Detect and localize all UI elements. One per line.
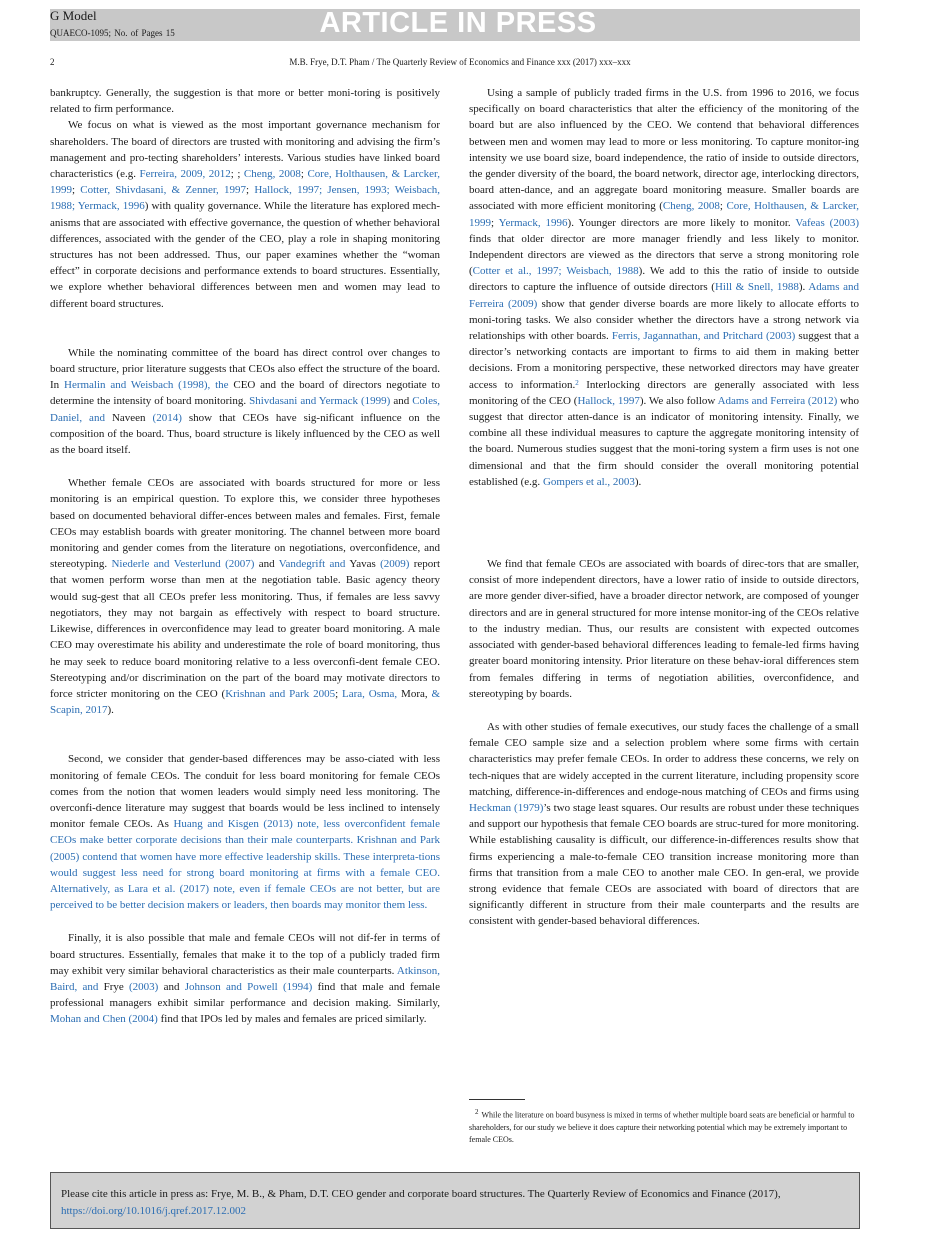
citation-link[interactable]: Johnson and Powell (1994) — [184, 980, 313, 993]
citation-link[interactable]: Krishnan and Park 2005 — [225, 687, 336, 700]
text: Interlocking directors are generally associated with less monitoring of the CEO ( — [469, 378, 859, 407]
left-column — [50, 85, 440, 1028]
text: show that CEOs have sig-nificant influence on the composition of the board. Thus, board structure is likely influenced by the CEO as well as the board itself. — [50, 411, 441, 457]
footnote-marker[interactable]: 2 — [575, 378, 579, 387]
citation-link[interactable]: Core, Holthausen, & Larcker, 1999 — [50, 168, 441, 197]
citation-link[interactable]: Hermalin and Weisbach (1998), the — [64, 379, 229, 392]
citation-link[interactable]: Ferris, Jagannathan, and Pritchard (2003) — [611, 330, 796, 343]
paragraph — [50, 751, 440, 913]
citation-link[interactable]: Shivdasani and Yermack (1999) — [249, 395, 391, 408]
citation-link[interactable]: Gompers et al., 2003 — [542, 475, 635, 488]
citation-link[interactable]: & Scapin, 2017 — [50, 687, 441, 717]
citation-link[interactable]: Hill & Snell, 1988 — [714, 281, 799, 294]
citation-link[interactable]: Coles, Daniel, and — [50, 395, 440, 424]
text: Using a sample of publicly traded firms in the U.S. from 1996 to 2016, we focus specifically on board characteristics that alter the efficiency of the monitoring of the board but are also influenced by the CEO. We contend that behavioral differences between men and women may lead to more or less monitoring. To capture monitor-ing intensity we use board size, board independence, the ratio of inside to outside directors, the gender diversity of the board, the board network, director age, interlocking directors, board atten-dance, and an aggregate board monitoring measure. Smaller boards are associated with more efficient monitoring ( — [469, 87, 859, 213]
footnote — [469, 1106, 861, 1147]
text: report that women perform worse than men at the negotiation table. Basic agency theory would sug-gest that all CEOs prefer less monitoring. Thus, if females are less savvy negotiators, they may not bargain as effectively with respect to board structure. Likewise, differences in overconfidence may lead to greater board monitoring. A male CEO may overestimate his ability and underestimate the role of board monitoring, thus he may seek to reduce board monitoring relative to a less overconfi-dent female CEO. Stereotyping and/or discrimination on the part of the board may motivate directors to force stricter monitoring on the CEO ( — [50, 558, 441, 700]
text: Finally, it is also possible that male and female CEOs will not dif-fer in terms of board structures. Essentially, females that make it to the top of a publicly traded firm may exhibit very similar behavioral characteristics as their male counterparts. — [50, 932, 440, 977]
text: and — [390, 395, 413, 408]
paragraph — [50, 117, 440, 311]
citation-link[interactable]: Ferreira, 2009, 2012 — [139, 168, 231, 181]
text: Mora, — [397, 687, 432, 700]
citation-link[interactable]: Hallock, 1997 — [577, 394, 640, 407]
text: CEO and the board of directors negotiate to determine the intensity of board monitoring. — [50, 379, 441, 408]
text: ; — [246, 184, 255, 197]
text: and — [254, 558, 279, 571]
citation-link[interactable]: (2014) — [152, 411, 182, 424]
paragraph — [50, 475, 440, 718]
footnote-text: While the literature on board busyness is mixed in terms of whether multiple board seats are beneficial or harmful to shareholders, for our study we believe it does capture their networking potential which may be extremely important to female CEOs. — [469, 1110, 855, 1145]
citation-text — [61, 1186, 841, 1219]
citation-link[interactable]: Core, Holthausen, & Larcker, 1999 — [469, 200, 859, 229]
citation-link[interactable]: Vandegrift and — [278, 558, 346, 571]
text: Frye — [98, 980, 129, 993]
text: ; — [300, 168, 308, 181]
citation-box — [50, 1172, 860, 1229]
text: ; — [72, 184, 81, 197]
article-status: ARTICLE IN PRESS — [319, 7, 597, 39]
citation-link[interactable]: Lara, Osma, — [342, 687, 398, 700]
journal-id: QUAECO-1095; No. of Pages 15 — [50, 28, 175, 38]
text: ; — [491, 216, 499, 229]
citation-link[interactable]: (2009) — [380, 558, 410, 571]
text: and — [158, 980, 185, 993]
page-number: 2 — [50, 57, 55, 67]
footnote-divider — [469, 1099, 525, 1100]
paragraph — [50, 930, 440, 1027]
text: Please cite this article in press as: Frye, M. B., & Pham, D.T. CEO gender and corporate board structures. The Quarterly Review of Economics and Finance (2017), — [61, 1188, 781, 1200]
right-column — [469, 85, 859, 930]
model-label: G Model — [50, 8, 97, 23]
text: Second, we consider that gender-based differences may be asso-ciated with less monitoring of female CEOs. The conduit for less board monitoring for female CEOs comes from the notion that women leaders would simply need less monitoring. The overconfi-dence literature may suggest that boards would be less inclined to intensely monitor female CEOs. As — [50, 753, 440, 831]
text: ). We add to this the ratio of inside to outside directors to capture the influence of outside directors ( — [469, 265, 860, 294]
text: ). — [107, 704, 114, 717]
citation-link[interactable]: Niederle and Vesterlund (2007) — [111, 558, 255, 571]
text: ) with quality governance. While the literature has explored mech-anisms that are associated with effective governance, the question of whether behavioral differences, associated with the gender of the CEO, play a role in shaping monitoring structures has not been addressed. Thus, our paper examines whether the “woman effect” in corporate decisions and performance extends to board structures. Essentially, we explore whether behavioral differences between men and women may lead to different board structures. — [50, 200, 440, 310]
citation-link[interactable]: Cheng, 2008 — [662, 200, 720, 213]
paragraph — [469, 556, 859, 702]
text: We find that female CEOs are associated with boards of direc-tors that are smaller, consist of more independent directors, have a lower ratio of inside to outside directors, are more gender diver-sified, have a broader director network, are composed of younger directors and are in general structured for more intense monitor-ing of the CEOs relative to the industry median. Thus, our results are consistent with expected outcomes associated with gender-based behavioral differences leading to female-led firms having greater board monitoring intensity. Prior literature on these behav-ioral differences stem from females differing in terms of negotiation abilities, overconfidence, and stereotyping by boards. — [469, 558, 859, 700]
text: ’s two stage least squares. Our results are robust under these techniques and support our hypothesis that female CEO boards are struc-tured for more monitoring. While establishing causality is difficult, our difference-in-differences results show that firms experiencing a male-to-female CEO transition increase monitoring more than firms that transition from a male CEO to another male CEO. In gen-eral, we provide strong evidence that female CEOs are associated with board of directors that are significantly different in structure from their male counterparts and the results are consistent with gender-based behavioral differences. — [469, 801, 859, 928]
text: find that IPOs led by males and females are priced similarly. — [157, 1013, 427, 1026]
text: ; — [335, 687, 343, 700]
citation-link[interactable]: Cheng, 2008 — [243, 168, 301, 181]
citation-link[interactable]: Atkinson, Baird, and — [50, 964, 440, 993]
text: finds that older director are more manager friendly and less likely to monitor. Independent directors are viewed as the directors that serve a strong monitoring role ( — [469, 232, 859, 278]
text: Whether female CEOs are associated with boards structured for more or less monitoring is an empirical question. To explore this, we consider three hypotheses based on documented behavioral differ-ences between males and females. First, female CEOs may establish boards with greater monitoring. The channel between more board monitoring and gender comes from the literature on negotiations, overconfidence, and stereotyping. — [50, 477, 440, 571]
text: show that gender diverse boards are more likely to allocate efforts to moni-toring tasks. We also consider whether the directors have a strong network via relationships with other boards. — [469, 297, 859, 343]
running-head: M.B. Frye, D.T. Pham / The Quarterly Review of Economics and Finance xxx (2017) xxx–xxx — [289, 57, 631, 67]
text: Yavas — [345, 558, 381, 571]
paragraph — [469, 719, 859, 930]
citation-link[interactable]: Cotter, Shivdasani, & Zenner, 1997 — [80, 184, 247, 197]
paragraph — [469, 85, 859, 490]
text: ). Younger directors are more likely to monitor. — [567, 216, 796, 229]
text: We focus on what is viewed as the most important governance mechanism for shareholders. The board of directors are trusted with monitoring and advising the firm’s management and pro-tecting shareholders’ interests. Various studies have linked board characteristics (e.g. — [50, 119, 440, 181]
text: ). — [798, 281, 809, 294]
citation-link[interactable]: Mohan and Chen (2004) — [50, 1013, 158, 1026]
citation-link[interactable]: Hallock, 1997; Jensen, 1993; Weisbach, 1988; Yermack, 1996 — [50, 184, 441, 213]
text: Naveen — [104, 411, 153, 424]
footnote-number: 2 — [475, 1108, 479, 1116]
text: find that male and female professional managers exhibit similar performance and decision making. Similarly, — [50, 980, 440, 1010]
text: ). We also follow — [639, 394, 718, 407]
citation-link[interactable]: Cotter et al., 1997; Weisbach, 1988 — [472, 265, 639, 278]
citation-link[interactable]: Huang and Kisgen (2013) note, less overconfident female CEOs make better corporate decisions than their male counterparts. Krishnan and Park (2005) contend that women have more effective leadership skills. These interpreta-tions would suggest less need for strong board monitoring at firms with a female CEO. Alternatively, as Lara et al. (2017) note, even if female CEOs are not better, but are perceived to be better decision makers or leaders, then boards may monitor them less. — [50, 818, 440, 912]
text: ; ; — [230, 168, 244, 181]
text: As with other studies of female executives, our study faces the challenge of a small female CEO sample size and a selection problem where some firms with certain characteristics may prefer female CEOs. In order to address these concerns, we rely on tech-niques that are widely accepted in the current literature, including propensity score matching, difference-in-differences and endoge-nous matching of CEOs and firms using — [469, 720, 859, 798]
citation-link[interactable]: Heckman (1979) — [469, 801, 544, 814]
text: suggest that a director’s networking contacts are important to firms to aid them in making better decisions. From a monitoring perspective, these networked directors may have greater access to information. — [469, 330, 860, 391]
text: who suggest that director atten-dance is an indicator of monitoring intensity. Finally, we combine all these individual measures to capture the aggregate monitoring intensity of the board. Numerous studies suggest that the moni-toring system a firm uses is not one dimensional and that the firm should consider the overall monitoring potential established (e.g. — [469, 394, 860, 488]
citation-link[interactable]: Yermack, 1996 — [498, 216, 568, 229]
paragraph — [50, 345, 440, 458]
paragraph — [50, 85, 440, 117]
text: While the nominating committee of the board has direct control over changes to board structure, prior literature suggests that CEOs also effect the structure of the board. In — [50, 346, 440, 392]
text: bankruptcy. Generally, the suggestion is that more or better moni-toring is positively related to firm performance. — [50, 87, 440, 116]
text: ; — [719, 200, 727, 213]
text: ). — [634, 475, 642, 488]
citation-link[interactable]: Adams and Ferreira (2012) — [717, 394, 838, 407]
doi-link[interactable]: https://doi.org/10.1016/j.qref.2017.12.002 — [61, 1204, 246, 1217]
citation-link[interactable]: (2003) — [129, 980, 159, 993]
citation-link[interactable]: Vafeas (2003) — [795, 216, 859, 229]
citation-link[interactable]: Adams and Ferreira (2009) — [469, 281, 860, 310]
